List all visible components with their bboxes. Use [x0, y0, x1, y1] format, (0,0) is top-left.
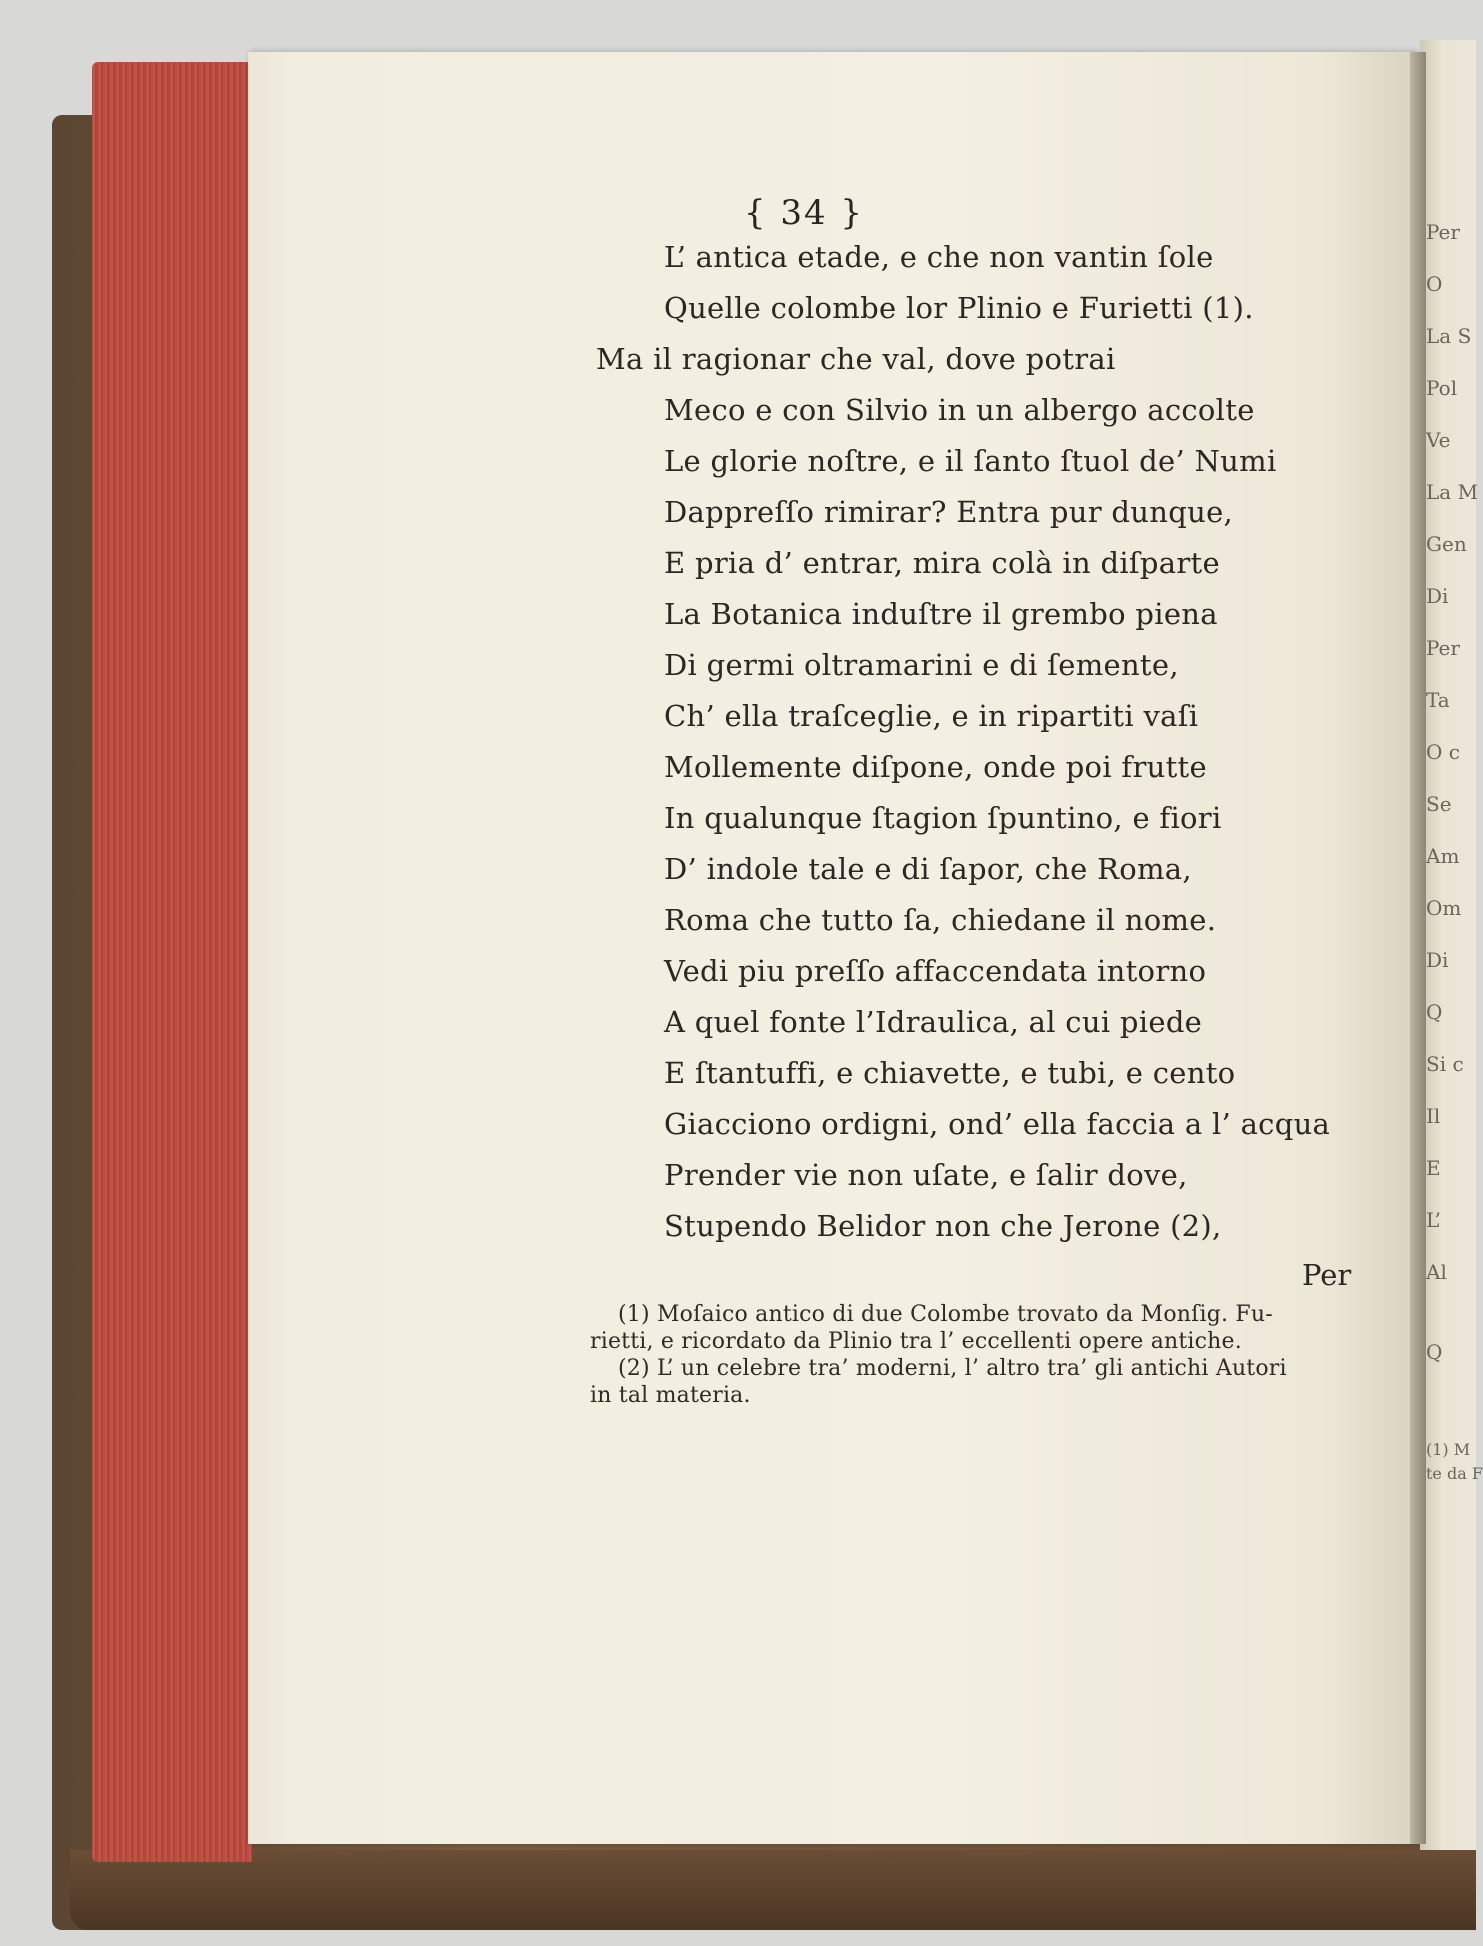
poem-line: Ch’ ella traſceglie, e in ripartiti vaſi [664, 699, 1199, 733]
poem-line: Di germi oltramarini e di ſemente, [664, 648, 1179, 682]
facing-fragment: Om [1426, 896, 1462, 920]
facing-fragment: E [1426, 1156, 1441, 1180]
facing-fragment: Per [1426, 636, 1460, 660]
facing-fragment: Q [1426, 1340, 1443, 1364]
facing-fragment: O c [1426, 740, 1460, 764]
page-number: { 34 } [743, 193, 865, 233]
facing-fragment: Se [1426, 792, 1452, 816]
facing-fragment: Pol [1426, 376, 1458, 400]
poem-line: Roma che tutto ſa, chiedane il nome. [664, 903, 1217, 937]
facing-fragment: te da F [1426, 1464, 1483, 1483]
facing-fragment: Si c [1426, 1052, 1464, 1076]
facing-fragment: La M [1426, 480, 1479, 504]
facing-fragment: Q [1426, 1000, 1443, 1024]
poem-line: Mollemente diſpone, onde poi frutte [664, 750, 1207, 784]
page-edge-stack [92, 62, 252, 1862]
poem-line: L’ antica etade, e che non vantin ſole [664, 240, 1214, 274]
facing-fragment: Ve [1426, 428, 1451, 452]
facing-fragment: Di [1426, 948, 1449, 972]
footnote-line: (1) Moſaico antico di due Colombe trovato da Monſig. Fu- [618, 1302, 1273, 1327]
footnote-line: in tal materia. [590, 1383, 751, 1408]
poem-line: E ſtantuffi, e chiavette, e tubi, e cento [664, 1056, 1236, 1090]
poem-line: In qualunque ſtagion ſpuntino, e fiori [664, 801, 1222, 835]
poem-line: Prender vie non uſate, e ſalir dove, [664, 1158, 1188, 1192]
page-gutter [1410, 52, 1426, 1844]
facing-fragment: O [1426, 272, 1443, 296]
facing-fragment: Il [1426, 1104, 1441, 1128]
catchword: Per [1302, 1258, 1352, 1292]
poem-line: Giacciono ordigni, ond’ ella faccia a l’ acqua [664, 1107, 1331, 1141]
facing-fragment: Gen [1426, 532, 1467, 556]
facing-fragment: L’ [1426, 1208, 1441, 1232]
poem-line: D’ indole tale e di ſapor, che Roma, [664, 852, 1192, 886]
facing-page [1420, 40, 1483, 1850]
poem-line: Vedi piu preſſo affaccendata intorno [664, 954, 1207, 988]
poem-line: Stupendo Belidor non che Jerone (2), [664, 1209, 1222, 1243]
poem-line: Meco e con Silvio in un albergo accolte [664, 393, 1255, 427]
poem-line: Dappreſſo rimirar? Entra pur dunque, [664, 495, 1234, 529]
poem-line: Ma il ragionar che val, dove potrai [596, 342, 1116, 376]
poem-line: La Botanica induſtre il grembo piena [664, 597, 1218, 631]
facing-fragment: Am [1426, 844, 1460, 868]
footnote-line: (2) L’ un celebre tra’ moderni, l’ altro tra’ gli antichi Autori [618, 1356, 1287, 1381]
facing-fragment: La S [1426, 324, 1472, 348]
facing-fragment: Al [1426, 1260, 1447, 1284]
poem-line: Le glorie noſtre, e il ſanto ſtuol de’ Numi [664, 444, 1277, 478]
poem-line: E pria d’ entrar, mira colà in diſparte [664, 546, 1220, 580]
facing-fragment: (1) M [1426, 1440, 1471, 1459]
facing-fragment: Ta [1426, 688, 1450, 712]
poem-line: A quel fonte l’Idraulica, al cui piede [664, 1005, 1203, 1039]
facing-fragment: Di [1426, 584, 1449, 608]
facing-fragment: Per [1426, 220, 1460, 244]
poem-line: Quelle colombe lor Plinio e Furietti (1). [664, 291, 1254, 325]
book-cover-bottom [70, 1850, 1476, 1930]
footnote-line: rietti, e ricordato da Plinio tra l’ eccellenti opere antiche. [590, 1329, 1242, 1354]
